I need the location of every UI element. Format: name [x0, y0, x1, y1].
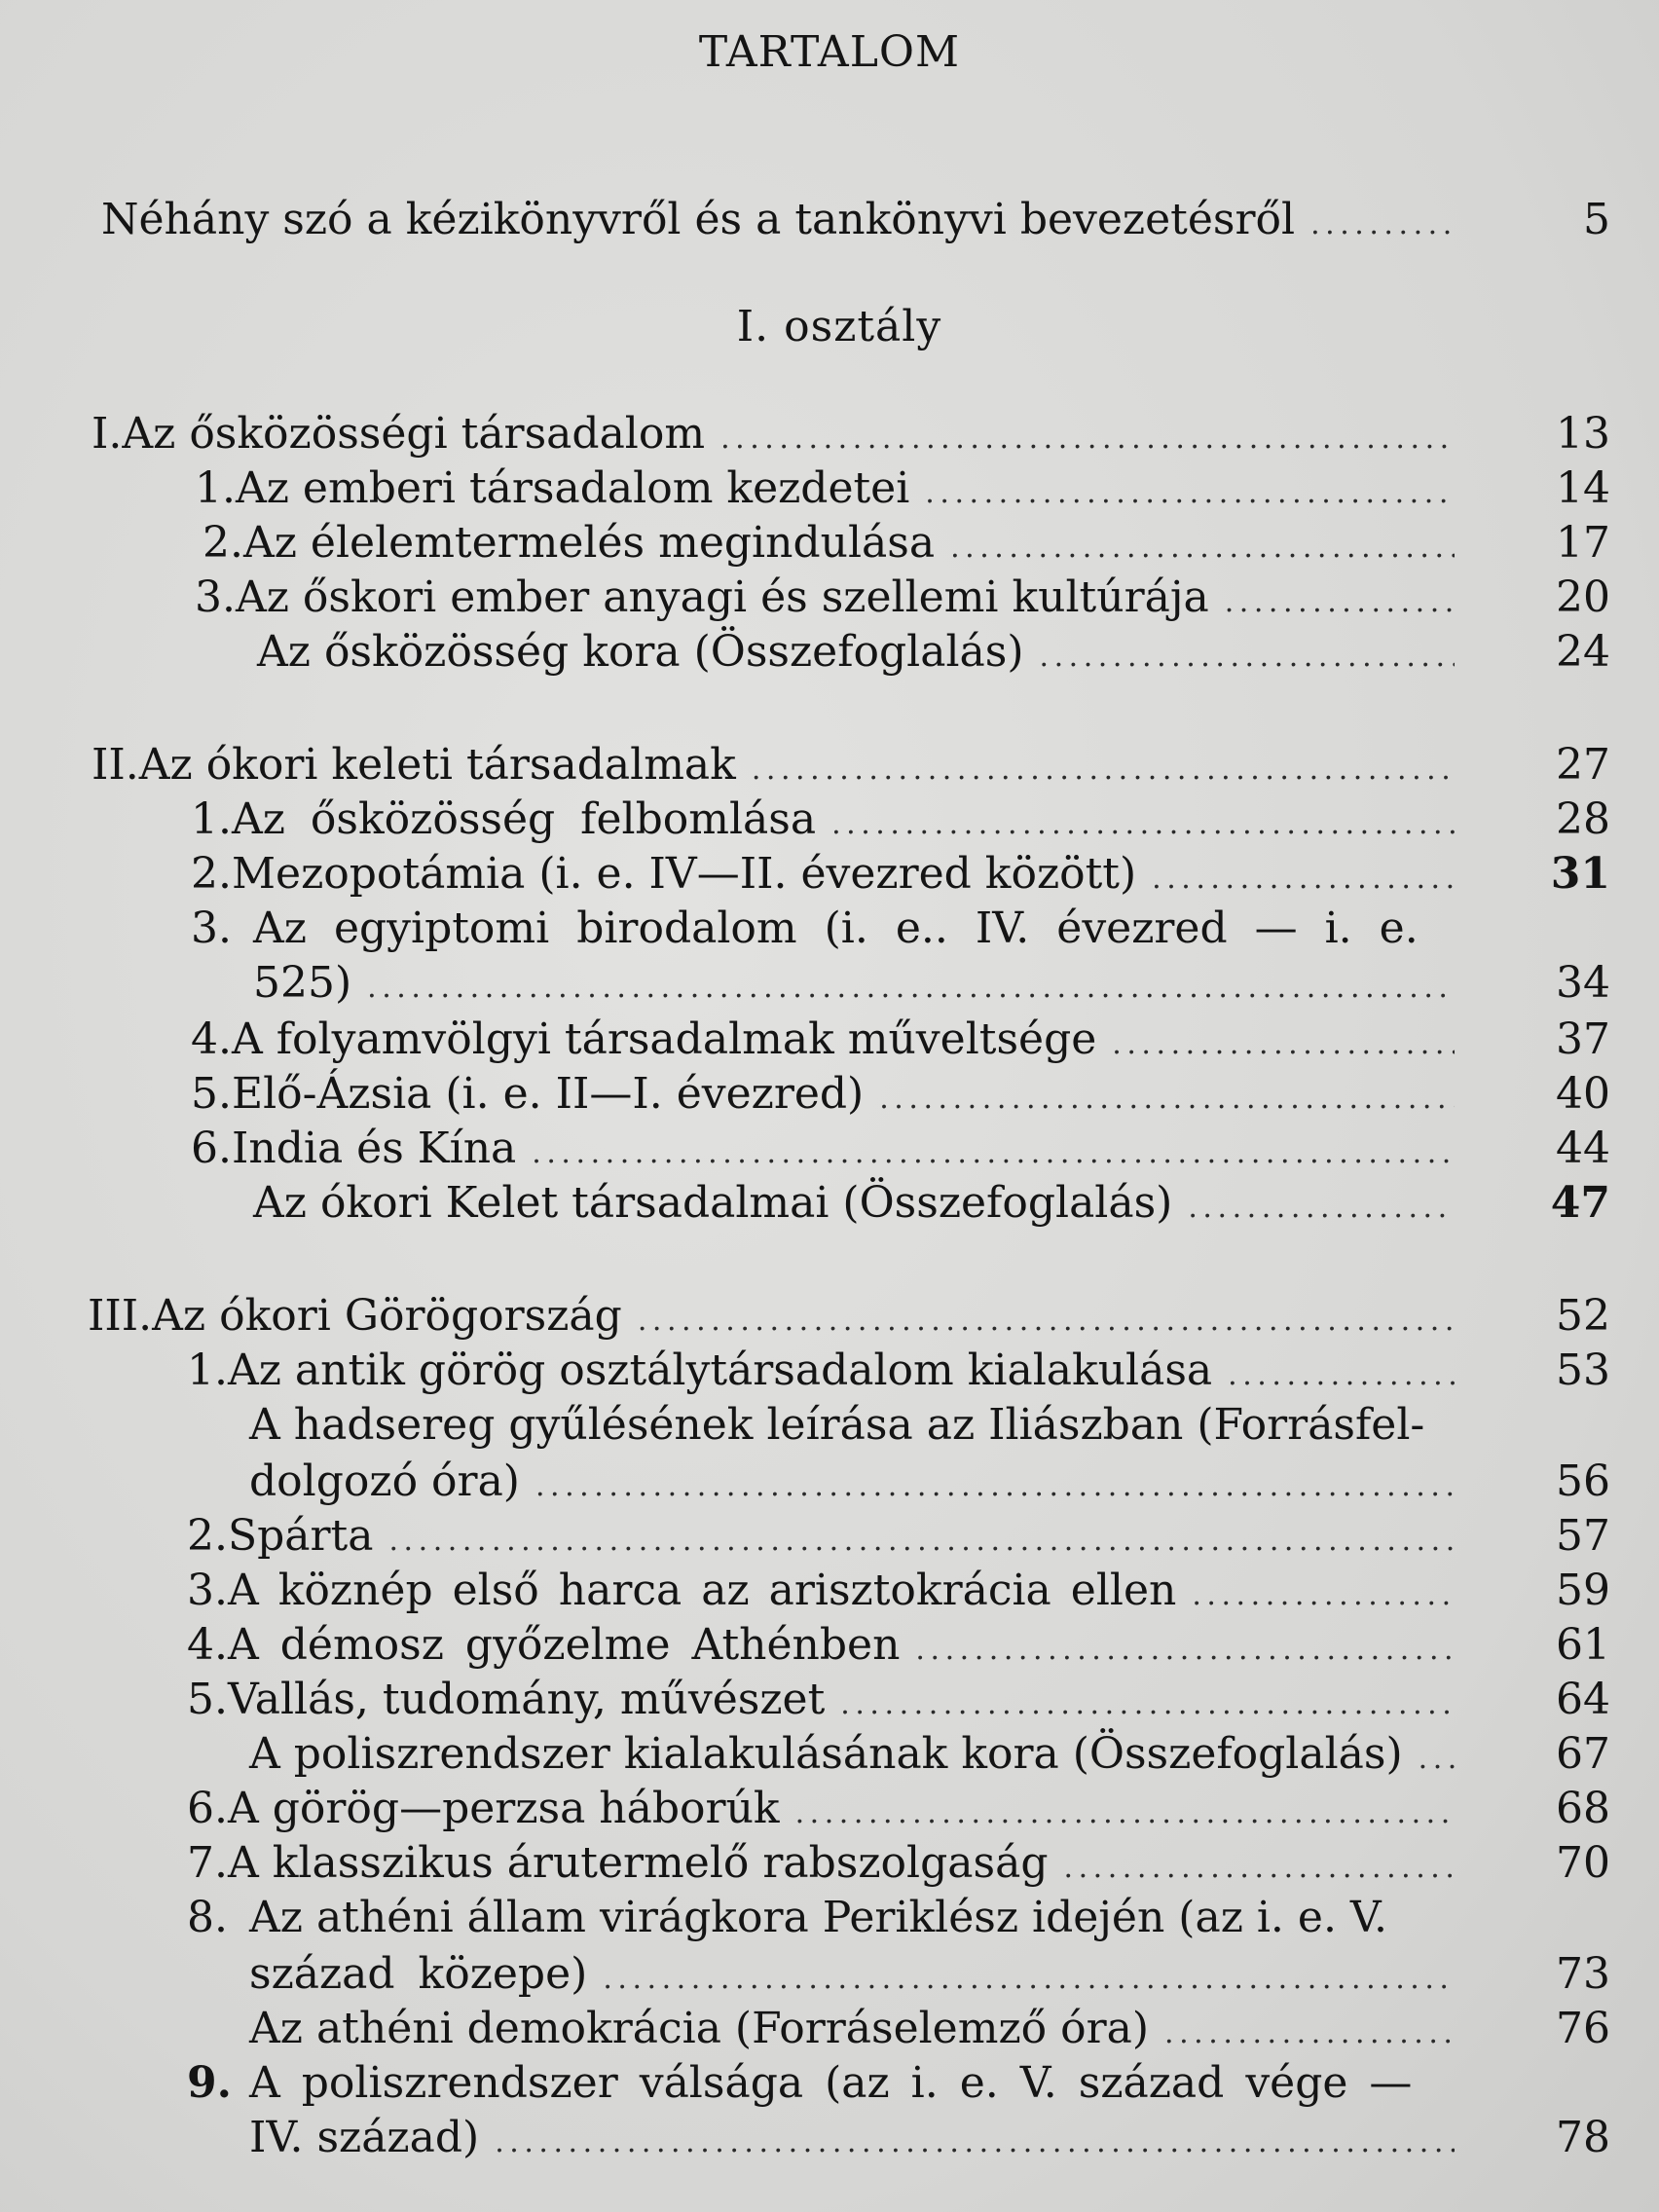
toc-number: 2.: [191, 849, 232, 899]
toc-entry: [257, 625, 1610, 684]
dot-leader: [1419, 1732, 1455, 1787]
toc-entry-label: India és Kína: [231, 1124, 517, 1173]
toc-entry-label: Az athéni demokrácia (Forráselemző óra): [249, 2004, 1150, 2053]
toc-number: 3.: [195, 572, 236, 622]
toc-page-number: 56: [1556, 1456, 1610, 1506]
toc-entry-label: Spárta: [227, 1511, 374, 1561]
dot-leader: [532, 1126, 1455, 1181]
dot-leader: [603, 1952, 1455, 2007]
toc-page-number: 59: [1556, 1566, 1610, 1615]
toc-entry: [187, 1836, 1610, 1896]
toc-entry-label: Az ősközösségi társadalom: [122, 409, 706, 459]
toc-page-number: 31: [1550, 849, 1610, 899]
toc-number: 1.: [195, 463, 236, 513]
dot-leader: [1225, 575, 1455, 630]
dot-leader: [388, 1514, 1455, 1568]
toc-entry-label: Az ókori keleti társadalmak: [138, 740, 736, 790]
dot-leader: [495, 2116, 1455, 2170]
toc-page-number: 28: [1556, 794, 1610, 844]
toc-chapter: [92, 738, 1610, 797]
toc-entry: [249, 1727, 1610, 1787]
toc-entry: [187, 1564, 1610, 1623]
toc-entry-label: 525): [253, 958, 352, 1008]
toc-entry-label: A folyamvölgyi társadalmak műveltsége: [231, 1014, 1097, 1064]
toc-entry-label: század közepe): [249, 1949, 588, 1999]
toc-entry-label: A köznép első harca az arisztokrácia ellen: [227, 1566, 1177, 1615]
toc-entry: [249, 2002, 1610, 2061]
toc-page-number: 20: [1556, 572, 1610, 622]
toc-page-number: 17: [1556, 518, 1610, 568]
dot-leader: [1228, 1348, 1455, 1403]
toc-number: 3.: [187, 1566, 228, 1615]
toc-entry: [187, 1509, 1610, 1568]
toc-entry-label: A klasszikus árutermelő rabszolgaság: [227, 1838, 1049, 1888]
page-title: TARTALOM: [698, 27, 961, 77]
dot-leader: [1064, 1841, 1456, 1896]
dot-leader: [795, 1787, 1455, 1841]
dot-leader: [1192, 1568, 1455, 1623]
toc-entry: [195, 571, 1610, 630]
toc-entry-label: Vallás, tudomány, művészet: [227, 1675, 826, 1724]
toc-chapter: [92, 407, 1610, 466]
toc-entry-label: A poliszrendszer kialakulásának kora (Összefoglalás): [249, 1729, 1403, 1779]
toc-entry: [187, 1344, 1610, 1403]
toc-entry: [191, 793, 1610, 852]
toc-entry: [191, 1122, 1610, 1181]
toc-entry: [187, 1891, 1464, 1945]
toc-number: 3.: [191, 903, 232, 953]
toc-page-number: 24: [1556, 627, 1610, 677]
toc-entry: [187, 1673, 1610, 1732]
dot-leader: [879, 1072, 1455, 1126]
toc-entry-label: Néhány szó a kézikönyvről és a tankönyvi bevezetésről: [101, 195, 1296, 244]
toc-page-number: 78: [1556, 2113, 1610, 2162]
dot-leader: [1188, 1181, 1455, 1235]
dot-leader: [535, 1459, 1455, 1514]
dot-leader: [925, 466, 1455, 521]
toc-page-number: 37: [1556, 1014, 1610, 1064]
dot-leader: [950, 521, 1455, 575]
toc-page-number: 52: [1556, 1291, 1610, 1341]
toc-page-number: 57: [1556, 1511, 1610, 1561]
toc-entry: [253, 1176, 1610, 1235]
toc-entry: [195, 461, 1610, 521]
toc-entry-label: A poliszrendszer válsága (az i. e. V. század vége —: [249, 2058, 1413, 2108]
toc-number: 6.: [187, 1784, 228, 1833]
toc-page-number: 14: [1556, 463, 1610, 513]
toc-entry-continuation: [249, 1947, 1610, 2007]
dot-leader: [752, 743, 1455, 797]
toc-chapter: [88, 1289, 1610, 1348]
dot-leader: [831, 797, 1455, 852]
toc-number: 5.: [187, 1675, 228, 1724]
toc-entry-label: Az ókori Kelet társadalmai (Összefoglalás): [253, 1178, 1173, 1228]
toc-entry-label: Mezopotámia (i. e. IV—II. évezred között): [231, 849, 1137, 899]
toc-page-number: 34: [1556, 958, 1610, 1008]
toc-entry: [187, 1782, 1610, 1841]
toc-entry-label: Az ősközösség felbomlása: [231, 794, 817, 844]
toc-entry: [191, 1013, 1610, 1072]
toc-entry-continuation: [253, 956, 1610, 1015]
toc-entry-label: Az emberi társadalom kezdetei: [235, 463, 910, 513]
dot-leader: [1112, 1017, 1455, 1072]
toc-entry-label: A görög—perzsa háborúk: [227, 1784, 780, 1833]
dot-leader: [1152, 852, 1455, 906]
toc-entry-label: A hadsereg gyűlésének leírása az Iliászban (Forrásfel-: [249, 1400, 1425, 1450]
toc-page-number: 47: [1550, 1178, 1610, 1228]
toc-number: III.: [88, 1291, 153, 1341]
toc-number: II.: [92, 740, 139, 790]
toc-entry-label: Az ősközösség kora (Összefoglalás): [257, 627, 1024, 677]
toc-page-number: 70: [1556, 1838, 1610, 1888]
toc-entry-label: Az élelemtermelés megindulása: [242, 518, 936, 568]
toc-number: I.: [92, 409, 123, 459]
toc-entry-continuation: [249, 1455, 1610, 1514]
toc-entry-label: Az athéni állam virágkora Periklész idején (az i. e. V.: [249, 1893, 1387, 1942]
toc-entry-label: Az őskori ember anyagi és szellemi kultúrája: [235, 572, 1209, 622]
toc-entry: [191, 1067, 1610, 1126]
toc-entry: [191, 847, 1610, 906]
toc-entry-label: IV. század): [249, 2113, 480, 2162]
toc-page-number: 76: [1556, 2004, 1610, 2053]
toc-page-number: 53: [1556, 1346, 1610, 1395]
class-heading: I. osztály: [736, 302, 942, 351]
toc-page-number: 68: [1556, 1784, 1610, 1833]
toc-entry: [191, 902, 1464, 956]
toc-page-number: 67: [1556, 1729, 1610, 1779]
toc-page-number: 64: [1556, 1675, 1610, 1724]
dot-leader: [367, 961, 1455, 1015]
toc-entry: [187, 1618, 1610, 1677]
toc-page-number: 13: [1556, 409, 1610, 459]
toc-entry: [249, 1398, 1464, 1453]
dot-leader: [1310, 198, 1455, 252]
dot-leader: [1164, 2007, 1455, 2061]
dot-leader: [638, 1294, 1455, 1348]
toc-entry-label: Az egyiptomi birodalom (i. e.. IV. évezred — i. e.: [253, 903, 1419, 953]
toc-number: 7.: [187, 1838, 228, 1888]
toc-entry-label: A démosz győzelme Athénben: [227, 1620, 901, 1670]
toc-page-number: 5: [1583, 195, 1610, 244]
toc-number: 2.: [203, 518, 243, 568]
toc-entry-label: Az antik görög osztálytársadalom kialakulása: [227, 1346, 1213, 1395]
dot-leader: [840, 1677, 1455, 1732]
toc-entry: [187, 2056, 1464, 2111]
toc-number: 6.: [191, 1124, 232, 1173]
toc-page-number: 73: [1556, 1949, 1610, 1999]
toc-entry: [203, 516, 1610, 575]
toc-number: 4.: [187, 1620, 228, 1670]
toc-number: 4.: [191, 1014, 232, 1064]
toc-entry-label: Az ókori Görögország: [152, 1291, 622, 1341]
toc-page-number: 44: [1556, 1124, 1610, 1173]
toc-page-number: 40: [1556, 1069, 1610, 1119]
toc-entry-continuation: [249, 2111, 1610, 2170]
toc-number: 5.: [191, 1069, 232, 1119]
toc-page-number: 61: [1556, 1620, 1610, 1670]
dot-leader: [915, 1623, 1455, 1677]
toc-entry-label: Elő-Ázsia (i. e. II—I. évezred): [231, 1069, 865, 1119]
toc-number: 8.: [187, 1893, 228, 1942]
toc-entry-label: dolgozó óra): [249, 1456, 520, 1506]
toc-number: 2.: [187, 1511, 228, 1561]
dot-leader: [1040, 630, 1455, 684]
toc-entry-intro: [101, 193, 1610, 252]
toc-page-number: 27: [1556, 740, 1610, 790]
dot-leader: [720, 412, 1455, 466]
toc-number: 1.: [191, 794, 232, 844]
toc-number: 9.: [187, 2058, 232, 2108]
toc-number: 1.: [187, 1346, 228, 1395]
